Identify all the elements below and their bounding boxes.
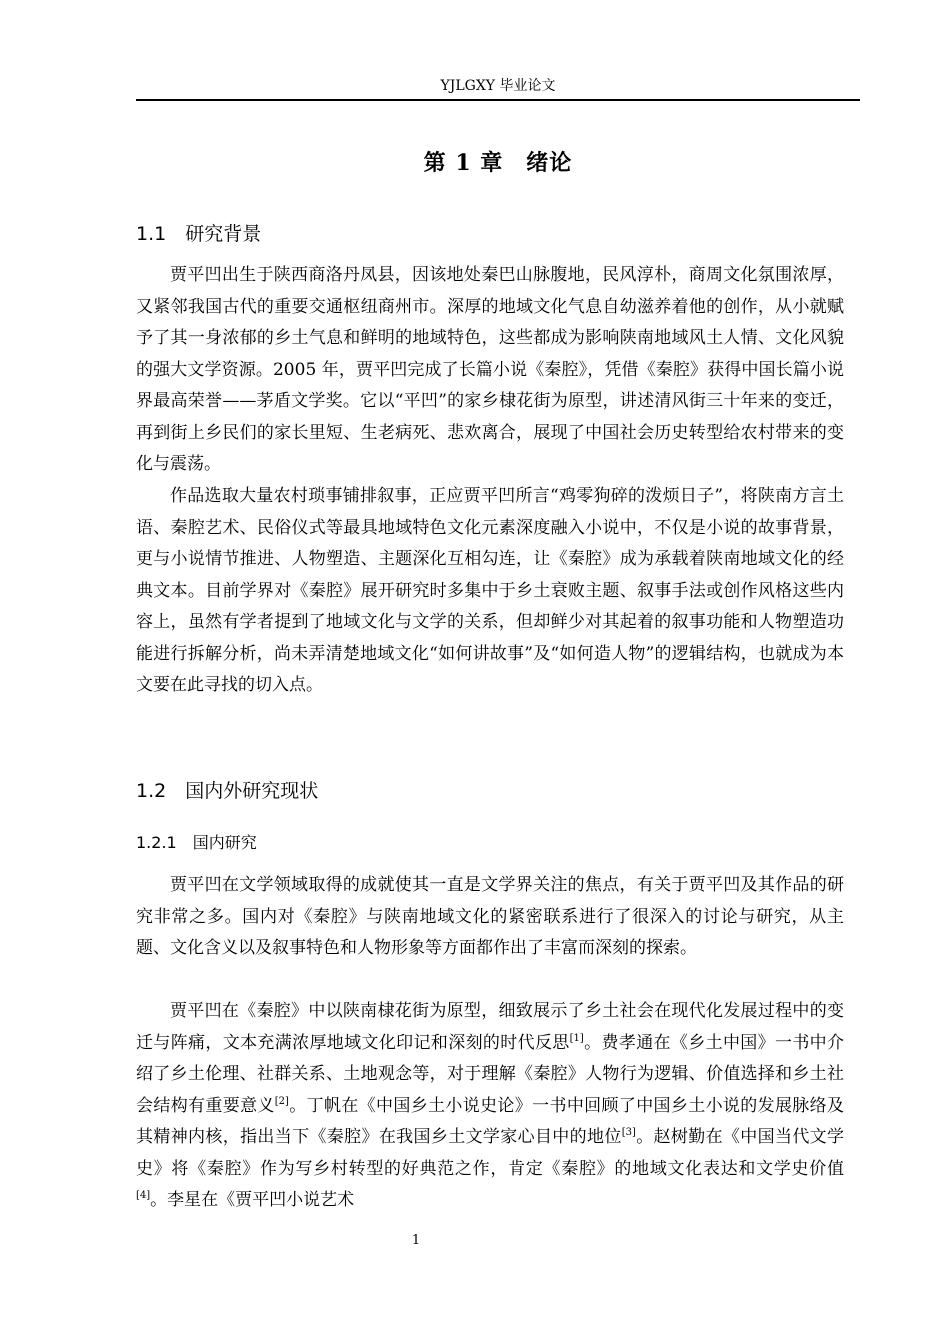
paragraph-segment: 。丁帆在《中国乡土小说史论》一书中回顾了中国乡土小说的发展脉络及其精神内核，指出当下《秦腔》在我国乡土文学家心目中的地位	[136, 1095, 844, 1147]
running-header: YJLGXY 毕业论文	[440, 78, 556, 94]
chapter-title: 第 1 章 绪论	[423, 150, 573, 176]
citation-ref: [4]	[136, 1190, 151, 1201]
paragraph-background-1: 贾平凹出生于陕西商洛丹凤县，因该地处秦巴山脉腹地，民风淳朴，商周文化氛围浓厚，又紧邻我国古代的重要交通枢纽商州市。深厚的地域文化气息自幼滋养着他的创作，从小就赋予了其一身浓郁的乡土气息和鲜明的地域特色，这些都成为影响陕南地域风土人情、文化风貌的强大文学资源。2005 年，贾平凹完成了长篇小说《秦腔》，凭借《秦腔》获得中国长篇小说界最高荣誉——茅盾文学奖。它以“平凹”的家乡棣花街为原型，讲述清风街三十年来的变迁，再到街上乡民们的家长里短、生老病死、悲欢离合，展现了中国社会历史转型给农村带来的变化与震荡。	[136, 265, 844, 474]
subsection-heading-1-2-1: 1.2.1 国内研究	[136, 833, 257, 852]
paragraph-background-2: 作品选取大量农村琐事铺排叙事，正应贾平凹所言“鸡零狗碎的泼烦日子”，将陕南方言土语、秦腔艺术、民俗仪式等最具地域特色文化元素深度融入小说中，不仅是小说的故事背景，更与小说情节推进、人物塑造、主题深化互相勾连，让《秦腔》成为承载着陕南地域文化的经典文本。目前学界对《秦腔》展开研究时多集中于乡土衰败主题、叙事手法或创作风格这些内容上，虽然有学者提到了地域文化与文学的关系，但却鲜少对其起着的叙事功能和人物塑造功能进行拆解分析，尚未弄清楚地域文化“如何讲故事”及“如何造人物”的逻辑结构，也就成为本文要在此寻找的切入点。	[136, 486, 844, 695]
section-heading-1-1: 1.1 研究背景	[136, 223, 262, 245]
paragraph-segment: 贾平凹在《秦腔》中以陕南棣花街为原型，细致展示了乡土社会在现代化发展过程中的变迁与阵痛，文本充满浓厚地域文化印记和深刻的时代反思	[136, 1001, 844, 1053]
paragraph-domestic-2	[136, 996, 844, 1217]
section-heading-1-2: 1.2 国内外研究现状	[136, 780, 319, 802]
page-number: 1	[411, 1233, 421, 1248]
citation-ref: [2]	[274, 1095, 289, 1107]
citation-ref: [3]	[621, 1127, 636, 1138]
paragraph-segment: 。费孝通在《乡土中国》一书中介绍了乡土伦理、社群关系、土地观念等，对于理解《秦腔》人物行为逻辑、价值选择和乡土社会结构有重要意义	[136, 1032, 845, 1116]
paragraph-segment: 。李星在《贾平凹小说艺术	[150, 1190, 355, 1210]
citation-ref: [1]	[569, 1032, 584, 1044]
paragraph-domestic-1: 贾平凹在文学领域取得的成就使其一直是文学界关注的焦点，有关于贾平凹及其作品的研究非常之多。国内对《秦腔》与陕南地域文化的紧密联系进行了很深入的讨论与研究，从主题、文化含义以及叙事特色和人物形象等方面都作出了丰富而深刻的探索。	[136, 875, 844, 958]
header-rule	[136, 99, 860, 101]
paragraph-segment: 。赵树勤在《中国当代文学史》将《秦腔》作为写乡村转型的好典范之作，肯定《秦腔》的地域文化表达和文学史价值	[136, 1127, 845, 1179]
